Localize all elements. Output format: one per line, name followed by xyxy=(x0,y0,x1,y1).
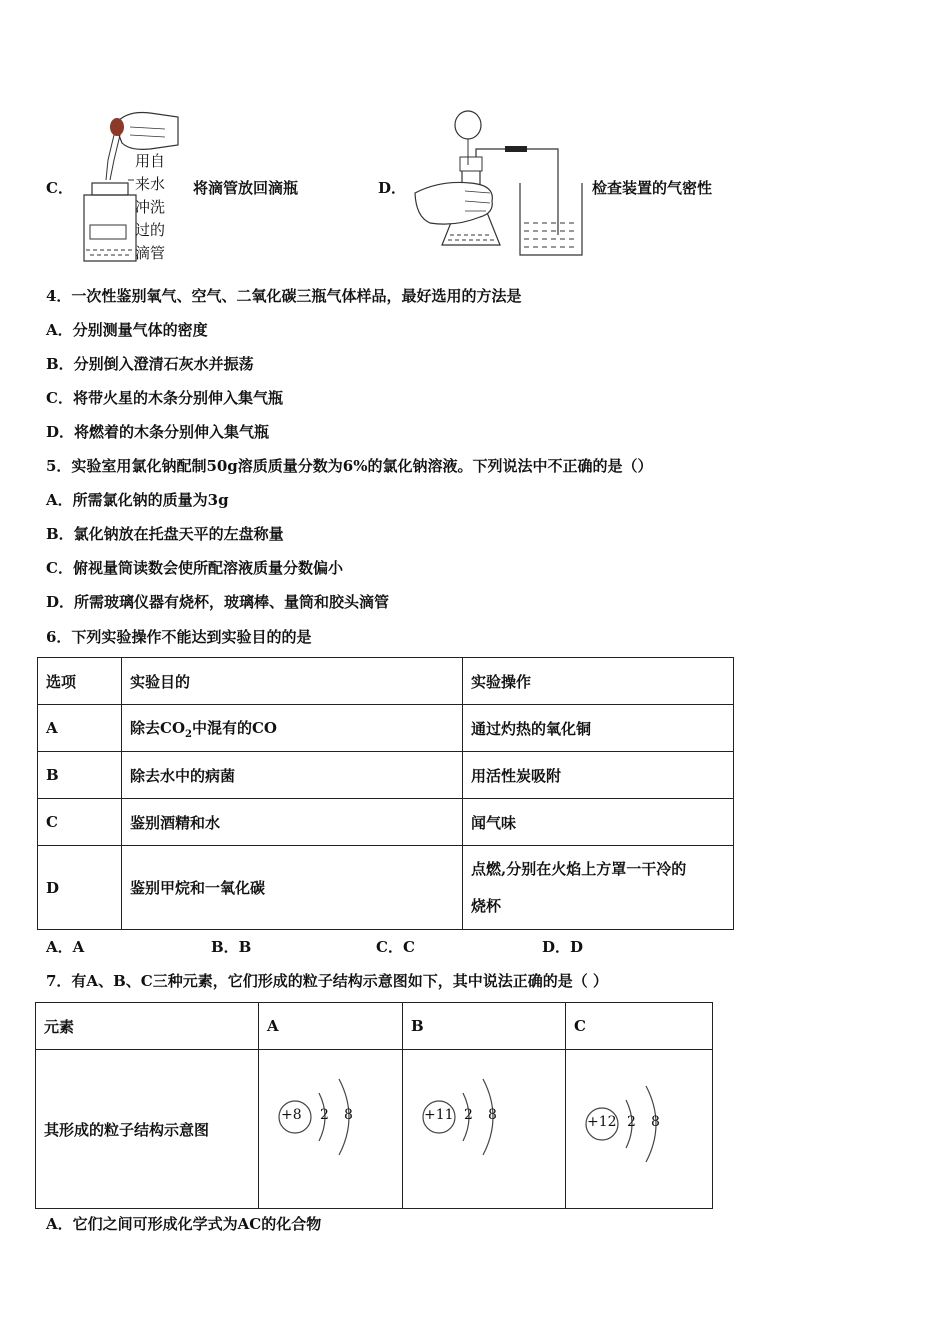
q4-stem: 4．一次性鉴别氧气、空气、二氧化碳三瓶气体样品，最好选用的方法是 xyxy=(46,287,522,305)
q6-row-c-goal: 鉴别酒精和水 xyxy=(122,799,463,846)
q7-table xyxy=(35,1002,713,1209)
atom-structure-diagram-c: +12 2 8 xyxy=(574,1076,684,1176)
q6-header-row xyxy=(38,658,734,705)
q6-row-b-option: B xyxy=(38,752,122,799)
q7-header-a: A xyxy=(259,1003,403,1050)
q4-option-c: C．将带火星的木条分别伸入集气瓶 xyxy=(46,389,283,407)
q6-answer-a: A．A xyxy=(46,938,85,956)
q6-row-d-goal: 鉴别甲烷和一氧化碳 xyxy=(122,846,463,930)
q6-row-c-operation: 闻气味 xyxy=(463,799,734,846)
q6-table xyxy=(37,657,734,930)
table-row xyxy=(38,752,734,799)
q7-row-label: 其形成的粒子结构示意图 xyxy=(36,1050,259,1209)
q7-header-element: 元素 xyxy=(36,1003,259,1050)
q7-header-row xyxy=(36,1003,713,1050)
q7-atom-c-cell xyxy=(566,1050,713,1209)
table-row xyxy=(38,846,734,930)
table-row xyxy=(38,705,734,752)
q6-answer-c: C．C xyxy=(376,938,415,956)
q4-option-b: B．分别倒入澄清石灰水并振荡 xyxy=(46,355,254,373)
q7-option-a: A．它们之间可形成化学式为AC的化合物 xyxy=(46,1215,322,1233)
q6-row-a-goal: 除去$CO_2$中混有的CO xyxy=(122,705,463,752)
q6-answer-d: D．D xyxy=(542,938,584,956)
q7-atom-b-cell xyxy=(403,1050,566,1209)
q6-answer-b: B．B xyxy=(211,938,252,956)
airtightness-apparatus-illustration xyxy=(410,105,590,260)
q5-option-d: D．所需玻璃仪器有烧杯，玻璃棒、量筒和胶头滴管 xyxy=(46,593,390,611)
atom-structure-diagram-b: +11 2 8 xyxy=(411,1069,521,1169)
q6-row-d-option: D xyxy=(38,846,122,930)
table-row xyxy=(38,799,734,846)
q7-stem: 7．有A、B、C三种元素，它们形成的粒子结构示意图如下，其中说法正确的是（ ） xyxy=(46,972,608,990)
q6-row-b-goal: 除去水中的病菌 xyxy=(122,752,463,799)
q6-header-goal: 实验目的 xyxy=(122,658,463,705)
option-c-label: C． xyxy=(46,179,73,197)
q6-row-b-operation: 用活性炭吸附 xyxy=(463,752,734,799)
q5-option-b: B．氯化钠放在托盘天平的左盘称量 xyxy=(46,525,284,543)
table-row xyxy=(36,1050,713,1209)
q6-row-c-option: C xyxy=(38,799,122,846)
q7-header-c: C xyxy=(566,1003,713,1050)
q7-atom-a-cell xyxy=(259,1050,403,1209)
option-c-caption: 将滴管放回滴瓶 xyxy=(193,179,299,197)
q5-option-a: A．所需氯化钠的质量为3g xyxy=(46,491,229,509)
option-d-caption: 检查装置的气密性 xyxy=(592,179,713,197)
q6-stem: 6．下列实验操作不能达到实验目的的是 xyxy=(46,628,312,646)
q4-option-d: D．将燃着的木条分别伸入集气瓶 xyxy=(46,423,270,441)
atom-structure-diagram-a: +8 2 8 xyxy=(267,1069,377,1169)
q6-row-a-operation: 通过灼热的氧化铜 xyxy=(463,705,734,752)
q6-row-a-option: A xyxy=(38,705,122,752)
option-d-label: D． xyxy=(378,179,407,197)
q7-header-b: B xyxy=(403,1003,566,1050)
q6-header-operation: 实验操作 xyxy=(463,658,734,705)
q5-option-c: C．俯视量筒读数会使所配溶液质量分数偏小 xyxy=(46,559,343,577)
q4-option-a: A．分别测量气体的密度 xyxy=(46,321,208,339)
q5-stem: 5．实验室用氯化钠配制50g溶质质量分数为6%的氯化钠溶液。下列说法中不正确的是（） xyxy=(46,457,653,475)
q6-header-option: 选项 xyxy=(38,658,122,705)
q6-row-d-operation: 点燃,分别在火焰上方罩一干冷的 烧杯 xyxy=(463,846,734,930)
dropper-bottle-illustration xyxy=(70,105,185,265)
dropper-vertical-note: 用自 来水 冲洗 过的 滴管 xyxy=(135,152,166,262)
